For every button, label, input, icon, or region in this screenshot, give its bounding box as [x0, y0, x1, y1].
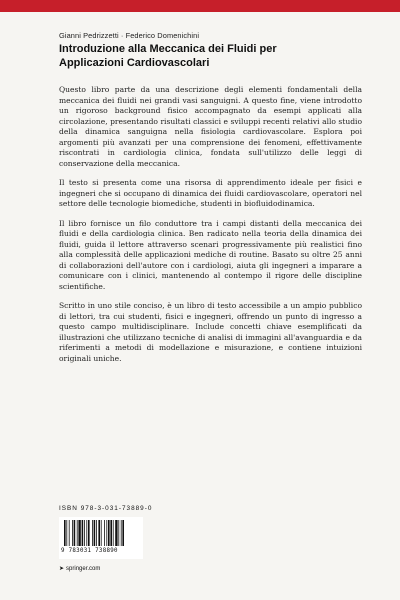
red-top-bar [0, 0, 400, 12]
barcode-bars [64, 520, 142, 546]
barcode-bar [78, 520, 80, 546]
arrow-icon: ➤ [59, 566, 65, 572]
barcode-bar [64, 520, 66, 546]
blurb [59, 85, 362, 373]
barcode-bar [88, 520, 90, 546]
isbn-label: ISBN 978-3-031-73889-0 [59, 505, 153, 512]
barcode-bar [104, 520, 105, 546]
barcode-bar [77, 520, 78, 546]
blurb-paragraph: Scritto in uno stile conciso, è un libro di testo accessibile a un ampio pubblico di lettori, tra cui studenti, fisici e ingegneri, offrendo un punto di ingresso a questo campo multidisciplinare. Include concetti chiave esemplificati da illustrazioni che utilizzano tecniche di analisi di immagini all'avanguardia e da riferimenti a metodi di modellazione e misurazione, e contiene intuizioni originali uniche. [59, 301, 362, 363]
barcode-bar [121, 520, 122, 546]
barcode-bar [66, 520, 67, 546]
barcode-bar [108, 520, 110, 546]
barcode [59, 517, 143, 559]
barcode-digits: 9 783031 738890 [61, 548, 118, 554]
barcode-bar [74, 520, 76, 546]
blurb-paragraph: Il testo si presenta come una risorsa di apprendimento ideale per fisici e ingegneri che si occupano di dinamica dei fluidi cardiovascolare, operatori nel settore delle tecnologie biomediche, studenti in biofluidodinamica. [59, 178, 362, 208]
blurb-paragraph: Questo libro parte da una descrizione degli elementi fondamentali della meccanica dei fluidi nei grandi vasi sanguigni. A questo fine, viene introdotto un rigoroso background fisico accompagnato da esempi applicati alla circolazione, presentando risultati classici e sviluppi recenti relativi allo studio della dinamica sanguigna nella fisiologia cardiovascolare. Esplora poi argomenti più avanzati per una comprensione dei fenomeni, effettivamente riscontrati in cardiologia clinica, fondata sull'utilizzo delle leggi di conservazione della meccanica. [59, 85, 362, 168]
barcode-bar [92, 520, 93, 546]
barcode-bar [96, 520, 97, 546]
barcode-bar [118, 520, 119, 546]
barcode-bar [82, 520, 84, 546]
barcode-bar [72, 520, 73, 546]
publisher-link[interactable] [59, 565, 100, 572]
title-line-2: Applicazioni Cardiovascolari [59, 56, 210, 69]
publisher-site: springer.com [66, 566, 101, 572]
barcode-bar [69, 520, 70, 546]
barcode-bar [110, 520, 112, 546]
title-line-1: Introduzione alla Meccanica dei Fluidi per [59, 43, 277, 55]
barcode-bar [122, 520, 124, 546]
barcode-bar [113, 520, 114, 546]
barcode-bar [98, 520, 100, 546]
blurb-paragraph: Il libro fornisce un filo conduttore tra i campi distanti della meccanica dei fluidi e della cardiologia clinica. Ben radicato nella teoria della dinamica dei fluidi, guida il lettore attraverso scenari progressivamente più realistici fino alla complessità delle applicazioni mediche di routine. Basato su oltre 25 anni di collaborazioni dell'autore con i cardiologi, aiuta gli ingegneri a imparare a comunicare con i clinici, mantenendo al contempo il rigore delle discipline scientifiche. [59, 218, 362, 291]
barcode-bar [84, 520, 85, 546]
barcode-bar [101, 520, 102, 546]
barcode-bar [94, 520, 96, 546]
book-title [59, 43, 369, 70]
barcode-bar [115, 520, 117, 546]
barcode-bar [86, 520, 87, 546]
authors: Gianni Pedrizzetti · Federico Domenichini [59, 31, 200, 40]
barcode-bar [106, 520, 107, 546]
